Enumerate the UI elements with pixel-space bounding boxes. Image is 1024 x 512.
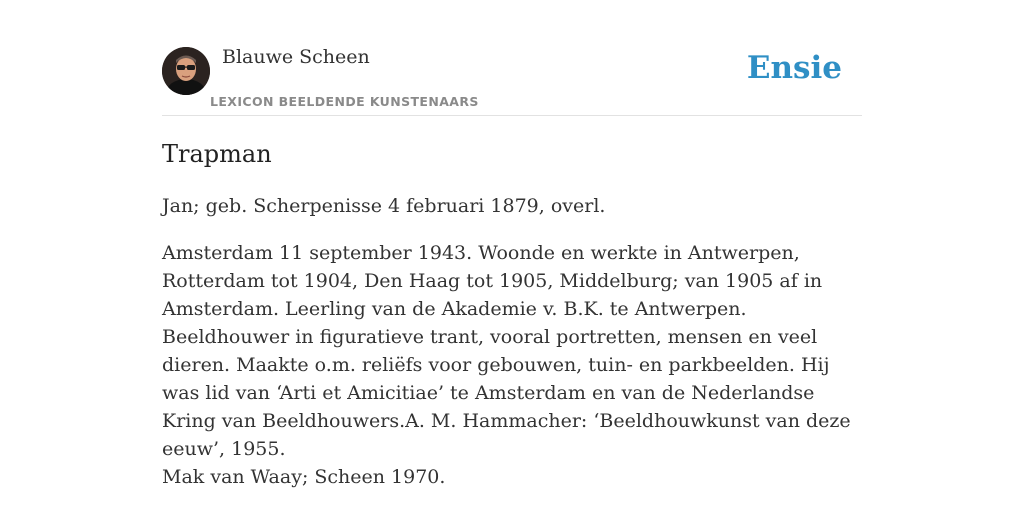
author-name[interactable]: Blauwe Scheen	[222, 46, 370, 68]
lexicon-subtitle[interactable]: LEXICON BEELDENDE KUNSTENAARS	[210, 94, 479, 109]
article-paragraph: Amsterdam 11 september 1943. Woonde en werkte in Antwerpen, Rotterdam tot 1904, Den Haag tot 1905, Middelburg; van 1905 af in Amsterdam. Leerling van de Akademie v. B.K. te Antwerpen. Beeldhouwer in figuratieve trant, vooral portretten, mensen en veel dieren. Maakte o.m. reliëfs voor gebouwen, tuin- en parkbeelden. Hij was lid van ‘Arti et Amicitiae’ te Amsterdam en van de Nederlandse Kring van Beeldhouwers.A. M. Hammacher: ‘Beeldhouwkunst van deze eeuw’, 1955.	[162, 242, 851, 460]
ensie-logo[interactable]: Ensie	[746, 50, 842, 86]
person-photo-icon	[162, 47, 210, 95]
page-title: Trapman	[162, 140, 272, 168]
avatar[interactable]	[162, 47, 210, 95]
article-card	[162, 0, 862, 488]
article-paragraph: Jan; geb. Scherpenisse 4 februari 1879, overl.	[162, 195, 606, 217]
author-header	[162, 0, 862, 116]
article-paragraph: Mak van Waay; Scheen 1970.	[162, 466, 446, 488]
